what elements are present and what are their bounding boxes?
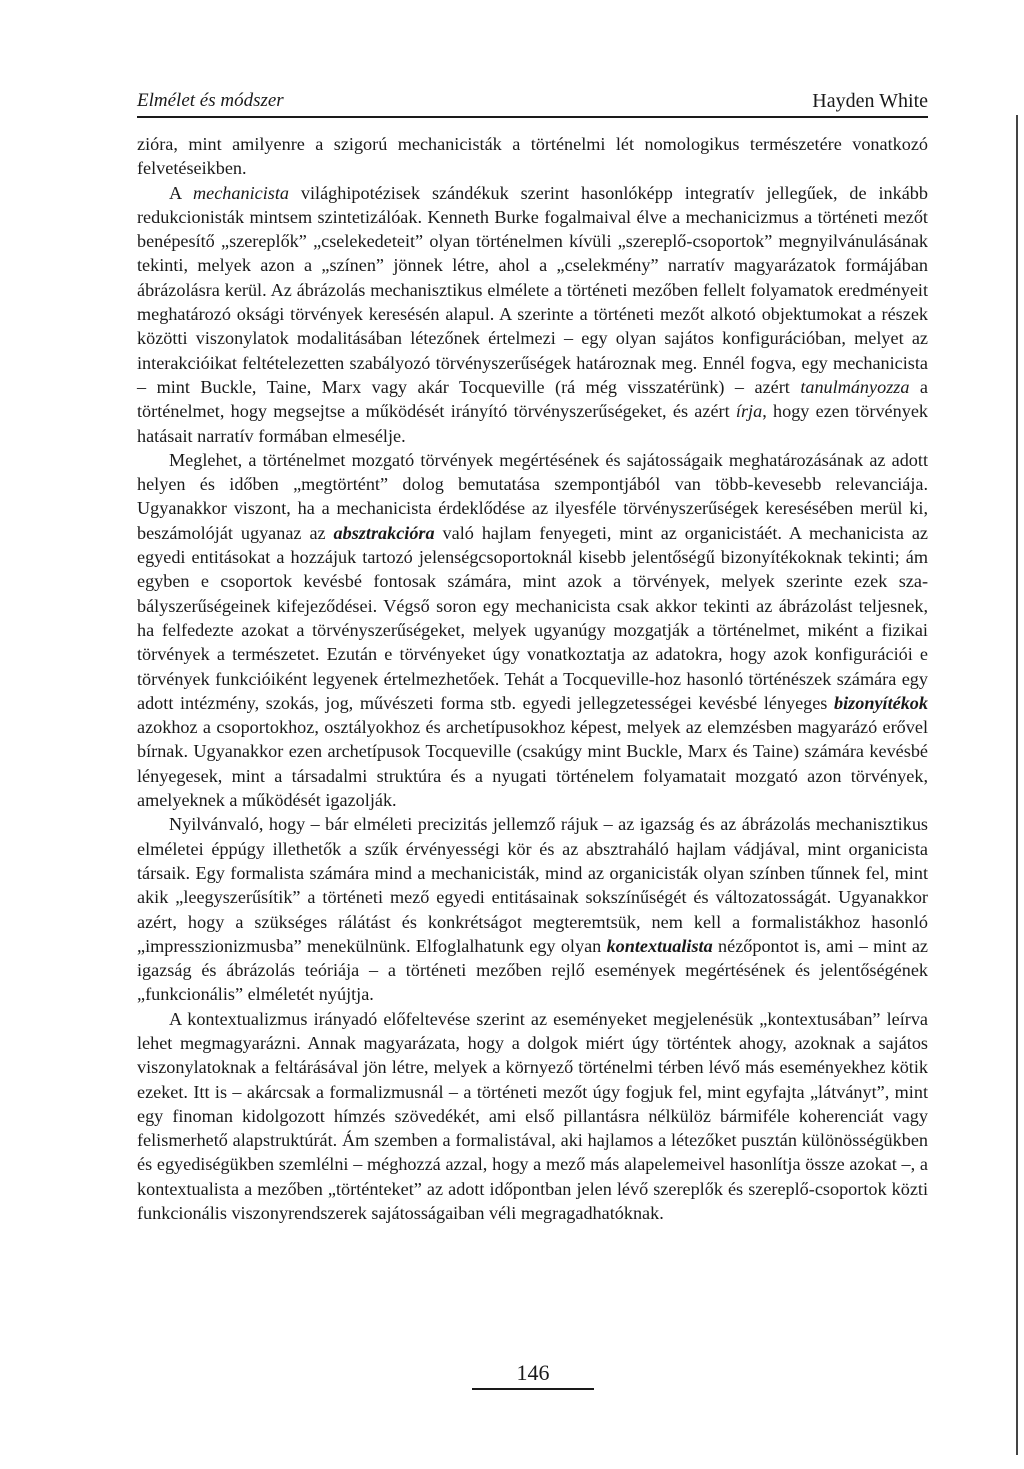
text-run: világhipotézisek szándékuk szerint hasonlóképp integratív jellegűek, de inkább redukcionisták mintsem szintetizálóak. Kenneth Burke fogalmaival élve a mechanicizmus a történeti mezőt benépesítő „szereplők” „cselekedeteit” olyan történelmen kívüli „szereplő-csoportok” megnyilvánulásának tekinti, melyek azon a „színen” jönnek létre, ahol a „cselekmény” narratív magyarázatok formájában ábrázolásra kerül. Az ábrázolás mechanisztikus elmélete a történeti mezőben fellelt folyamatok eredményeit meghatározó oksági törvények keresésén alapul. A szerinte a történeti mezőt alkotó objektumokat a részek közötti viszonylatok modalitásában létezőnek értelmezi – egy olyan sajátos konfigurációban, melyet az interakcióikat feltételezetten szabályozó törvényszerűségek határoznak meg. Ennél fogva, egy mechanicista – mint Buckle, Taine, Marx vagy akár Tocqueville (rá még visszatérünk) – azért	[137, 182, 928, 397]
text-run: zióra, mint amilyenre a szigorú mechanicisták a történelmi lét nomologikus természetére vonatkozó felvetéseikben.	[137, 134, 928, 179]
running-header	[137, 88, 928, 118]
text-run: nézőpontot is, ami – mint az igazság és ábrázolás teóriája – a történeti mezőben rejlő események megértésének és jelentőségének „funkcionális” elméletét nyújtja.	[137, 935, 928, 1005]
text-run: azokhoz a csoportokhoz, osztályokhoz és archetípusokhoz képest, melyek az elemzésben magyarázó erővel bírnak. Ugyanakkor ezen archetípusok Tocqueville (csakúgy mint Buckle, Marx és Taine) számára kevésbé lényegesek, mint a társadalmi struktúra és a nyugati történelem folyamatait mozgató azon törvények, amelyeknek a működését igazolják.	[137, 717, 928, 811]
page-number: 146	[516, 1360, 550, 1385]
page-number-rule	[472, 1388, 594, 1390]
emphasized-term: bizonyítékok	[834, 692, 928, 713]
emphasized-term: absztrakcióra	[333, 522, 435, 543]
emphasized-term: kontextualista	[606, 935, 713, 956]
scan-edge-line	[1016, 115, 1018, 1455]
book-page	[137, 0, 928, 1469]
paragraph	[137, 812, 928, 1006]
text-run: a történelmet, hogy megsejtse a működését irányító törvényszerűségeket, és azért	[137, 376, 928, 422]
paragraph	[137, 181, 928, 448]
emphasized-term: mechanicista	[193, 182, 289, 203]
header-rule	[137, 116, 928, 118]
text-run: való hajlam fenyegeti, mint az organicistáét. A mechanicista az egyedi entitásokat a hozzájuk tartozó jelenségcsoportoknál kisebb jelentőségű bizonyítékoknak tekinti; ám egyben e csoportok kevésbé fontosak számára, mint azok a törvények, melyek szerinte ezek szabályszerűségeinek kifejeződései. Végső soron egy mechanicista csak akkor tekinti az ábrázolást teljesnek, ha felfedezte azokat a törvényszerűségeket, melyek ugyanúgy mozgatják a történelmet, miként a fizikai törvények a természetet. Ezután e törvényeket úgy vonatkoztatja az adatokra, hogy azok konfigurációi e törvények funkcióiként legyenek értelmezhetőek. Tehát a Tocqueville-hoz hasonló történészek számára egy adott intézmény, szokás, jog, művészeti forma stb. egyedi jellegzetességei kevésbé lényeges	[137, 522, 928, 713]
paragraph	[137, 1007, 928, 1226]
text-run: A	[169, 182, 194, 203]
paragraph	[137, 448, 928, 812]
emphasized-term: írja	[735, 401, 763, 422]
text-run: Nyilvánvaló, hogy – bár elméleti precizitás jellemző rájuk – az igazság és az ábrázolás mechanisztikus elméletei éppúgy illethetők a szűk érvényességi kör és az absztraháló hajlam vádjával, mint organicista társaik. Egy formalista számára mind a mechanicisták, mind az organicisták olyan színben tűnnek fel, mint akik „leegyszerűsítik” a történeti mező egyedi entitásainak sokszínűségét és változatosságát. Ugyanakkor azért, hogy a szükséges rálátást és konkrétságot megteremtsük, nem kell a formalistákhoz hasonló „impresszionizmusba” menekülnünk. Elfoglalhatunk egy olyan	[137, 814, 928, 956]
text-run: A kontextualizmus irányadó előfeltevése szerint az eseményeket megjelenésük „kontextusában” leírva lehet megmagyarázni. Annak magyarázata, hogy a dolgok miért úgy történtek ahogy, azoknak a sajátos viszonylatoknak a feltárásával jön létre, melyek a környező történelmi térben lévő más eseményekhez kötik ezeket. Itt is – akárcsak a formalizmusnál – a történeti mezőt úgy fogjuk fel, mint egyfajta „látványt”, mint egy finoman kidolgozott hímzés szövedékét, ami első pillantásra nélkülöz bármiféle koherenciát vagy felismerhető alapstruktúrát. Ám szemben a formalistával, aki hajlamos a létezőket pusztán különösségükben és egyediségükben szemlélni – méghozzá azzal, hogy a mező más alapelemeivel hasonlítja össze azokat –, a kontextualista a mezőben „történteket” az adott időpontban jelen lévő szereplők és szereplő-csoportok közti funkcionális viszonyrendszerek sajátosságaiban véli megragadhatóknak.	[137, 1008, 928, 1224]
body-text	[137, 132, 928, 1225]
running-header-section: Elmélet és módszer	[137, 90, 284, 111]
text-run: , hogy ezen törvények hatásait narratív formában elmesélje.	[137, 401, 928, 446]
emphasized-term: tanulmányozza	[800, 376, 910, 397]
text-run: Meglehet, a történelmet mozgató törvények megértésének és sajátosságaik meghatározásának az adott helyen és időben „megtörtént” dolog bemutatása szempontjából van több-kevesebb relevanciája. Ugyanakkor viszont, ha a mechanicista érdeklődése az ilyesféle törvényszerűségek keresésében merül ki, beszámolóját ugyanaz az	[137, 449, 928, 543]
running-header-author: Hayden White	[812, 90, 928, 112]
paragraph	[137, 132, 928, 181]
